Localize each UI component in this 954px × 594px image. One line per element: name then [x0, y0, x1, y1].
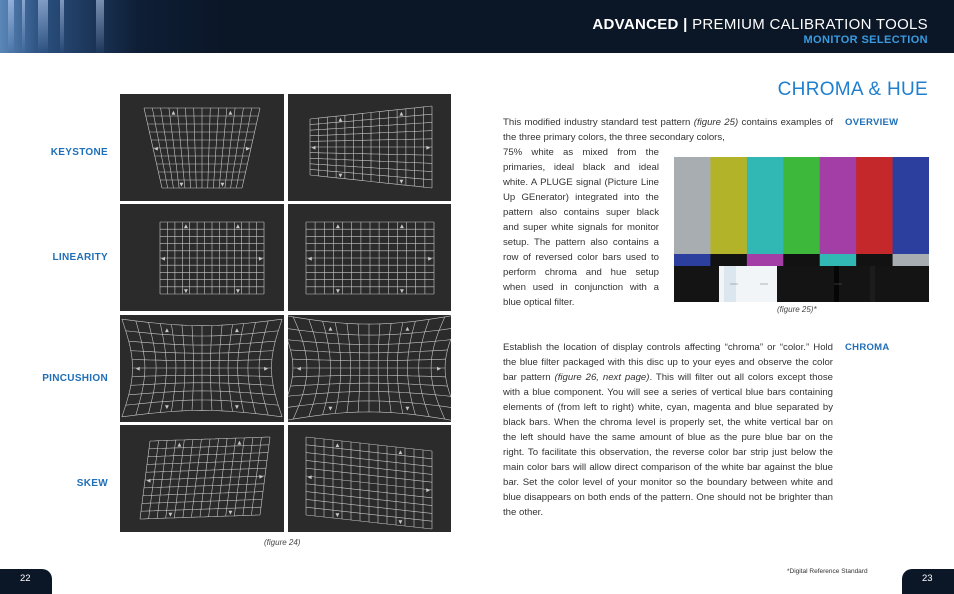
grid-marker-icon: ▼ — [235, 404, 239, 411]
grid-marker-icon: ▼ — [398, 519, 403, 526]
grid-marker-icon: ▲ — [237, 439, 242, 446]
header-light-streak — [22, 0, 25, 53]
overview-paragraph: 75% white as mixed from the primaries, ideal black and ideal white. A PLUGE signal (Picture Line Up GEnerator) integrated into the pattern also contains super black and super white signals for monitor setup. The pattern also contains a row of reversed color bars used to perform chroma and hue setup when used in conjunction with a blue optical filter. — [503, 147, 659, 308]
header-title — [592, 16, 928, 33]
figure-25-caption: (figure 25)* — [777, 305, 817, 314]
skew-pattern-a — [120, 425, 284, 532]
figure-26-reference: (figure 26, next page) — [554, 372, 650, 383]
grid-marker-icon: ◀ — [146, 477, 151, 484]
grid-marker-icon: ◀ — [297, 366, 301, 372]
grid-marker-icon: ▼ — [179, 182, 184, 188]
figure-25-reference: (figure 25) — [693, 117, 739, 128]
grid-marker-icon: ▼ — [328, 405, 333, 412]
grid-marker-icon: ▶ — [428, 256, 433, 262]
grid-marker-icon: ◀ — [311, 145, 316, 151]
grid-marker-icon: ▲ — [400, 223, 404, 230]
overview-text-2: contains examples of the three primary colors, the three secondary colors, — [503, 117, 834, 143]
color-bar — [674, 157, 711, 254]
grid-line — [288, 392, 451, 397]
grid-marker-icon: ▶ — [436, 366, 441, 372]
color-bar — [783, 157, 820, 254]
header-light-streak — [8, 0, 14, 53]
color-bar — [710, 157, 747, 254]
grid-marker-icon: ▼ — [336, 288, 340, 295]
chroma-heading: CHROMA — [845, 342, 890, 353]
grid-marker-icon: ▼ — [164, 404, 169, 411]
color-bar — [893, 157, 929, 254]
grid-marker-icon: ▼ — [184, 288, 188, 295]
grid-marker-icon: ▲ — [228, 110, 233, 116]
chroma-text-1: Establish the location of display controls affecting “chroma” or “color.” Hold the blue filter packaged with this disc up to your eyes and observe the color bar pattern — [503, 342, 833, 383]
chroma-paragraph — [503, 340, 833, 520]
grid-marker-icon: ▼ — [338, 173, 343, 180]
right-page-number-tab — [902, 569, 954, 594]
color-bar — [820, 157, 857, 254]
grid-line — [122, 319, 282, 326]
overview-heading: OVERVIEW — [845, 117, 899, 128]
header-title-bold: ADVANCED — [592, 16, 679, 33]
reverse-color-bar — [710, 254, 747, 266]
grid-marker-icon: ◀ — [153, 146, 158, 152]
pluge-super-black — [870, 266, 875, 302]
reverse-color-bar — [747, 254, 784, 266]
grid-marker-icon: ▲ — [177, 441, 182, 448]
header-light-streak — [38, 0, 48, 53]
grid-line — [288, 412, 451, 422]
grid-line — [288, 315, 451, 324]
grid-marker-icon: ▼ — [168, 512, 173, 519]
figure-24-caption: (figure 24) — [264, 538, 301, 547]
grid-marker-icon: ▲ — [335, 442, 340, 449]
grid-marker-icon: ▲ — [328, 326, 333, 333]
grid-marker-icon: ▲ — [164, 327, 169, 334]
overview-text-1: This modified industry standard test pattern — [503, 117, 694, 128]
color-bar — [856, 157, 893, 254]
reverse-color-bar — [674, 254, 711, 266]
header-title-rest: PREMIUM CALIBRATION TOOLS — [692, 16, 928, 33]
left-page-number-tab — [0, 569, 52, 594]
grid-line — [445, 315, 451, 422]
grid-marker-icon: ◀ — [161, 256, 165, 262]
header-light-streak — [96, 0, 104, 53]
label-keystone: KEYSTONE — [50, 147, 108, 158]
linearity-pattern-b — [288, 204, 451, 311]
reverse-color-bar — [893, 254, 929, 266]
page-header — [0, 0, 954, 53]
grid-line — [122, 410, 282, 417]
grid-line — [272, 319, 283, 417]
color-bar-test-pattern — [674, 157, 929, 302]
grid-marker-icon: ▲ — [398, 449, 403, 456]
grid-marker-icon: ▼ — [236, 288, 240, 295]
right-page-number: 23 — [922, 573, 933, 584]
header-light-streak — [60, 0, 64, 53]
grid-marker-icon: ▶ — [258, 256, 263, 262]
pluge-background — [674, 266, 929, 302]
header-title-separator: | — [683, 16, 688, 33]
grid-marker-icon: ▲ — [336, 223, 340, 230]
footnote: *Digital Reference Standard — [787, 568, 868, 575]
grid-marker-icon: ▲ — [338, 116, 343, 123]
grid-marker-icon: ▼ — [228, 510, 233, 517]
grid-marker-icon: ▼ — [400, 288, 404, 295]
header-glow-decoration — [0, 0, 230, 53]
header-subtitle: MONITOR SELECTION — [803, 34, 928, 46]
color-bar — [747, 157, 784, 254]
grid-line — [122, 319, 133, 417]
skew-pattern-b — [288, 425, 451, 532]
grid-marker-icon: ▼ — [335, 512, 340, 519]
label-pincushion: PINCUSHION — [42, 373, 108, 384]
grid-marker-icon: ▲ — [399, 111, 404, 118]
grid-marker-icon: ▶ — [426, 145, 431, 151]
page-title: CHROMA & HUE — [777, 79, 928, 100]
grid-marker-icon: ▶ — [426, 487, 431, 494]
left-page-number: 22 — [20, 573, 31, 584]
grid-marker-icon: ◀ — [307, 474, 312, 481]
color-bar-svg — [674, 157, 929, 302]
chroma-text-2: . This will filter out all colors except those with a blue component. You will see a series of vertical blue bars containing elements of (from left to right) white, cyan, magenta and blue separated by black bars. When the chroma level is properly set, the white vertical bar on the left should have the same amount of blue as the pure blue bar on the right. To facilitate this observation, the reverse color bar strip just below the main color bars will allow direct comparison of the white bar against the blue bar. Set the color level of your monitor so the boundary between white and blue disappears on both ends of the pattern. One should not be brighter than the other. — [503, 372, 833, 518]
label-linearity: LINEARITY — [52, 252, 108, 263]
grid-marker-icon: ▶ — [264, 366, 269, 372]
grid-marker-icon: ▲ — [171, 110, 176, 116]
keystone-pattern-a — [120, 94, 284, 201]
pincushion-pattern-b — [288, 315, 451, 422]
grid-marker-icon: ▶ — [259, 474, 264, 481]
grid-marker-icon: ▼ — [405, 405, 410, 412]
grid-marker-icon: ▲ — [405, 326, 410, 333]
grid-marker-icon: ▼ — [220, 182, 225, 188]
grid-line — [288, 315, 293, 422]
grid-marker-icon: ▲ — [235, 327, 239, 334]
keystone-pattern-b — [288, 94, 451, 201]
grid-line — [288, 340, 451, 345]
reverse-color-bar — [783, 254, 820, 266]
grid-marker-icon: ▼ — [399, 178, 404, 185]
linearity-pattern-a — [120, 204, 284, 311]
reverse-color-bar — [820, 254, 857, 266]
grid-marker-icon: ▲ — [184, 223, 188, 230]
grid-marker-icon: ◀ — [135, 366, 140, 372]
grid-marker-icon: ▲ — [236, 223, 240, 230]
overview-paragraph-intro — [503, 115, 833, 145]
reverse-color-bar — [856, 254, 893, 266]
label-skew: SKEW — [76, 478, 108, 489]
grid-marker-icon: ▶ — [246, 146, 250, 152]
grid-marker-icon: ◀ — [307, 256, 312, 262]
pincushion-pattern-a — [120, 315, 284, 422]
